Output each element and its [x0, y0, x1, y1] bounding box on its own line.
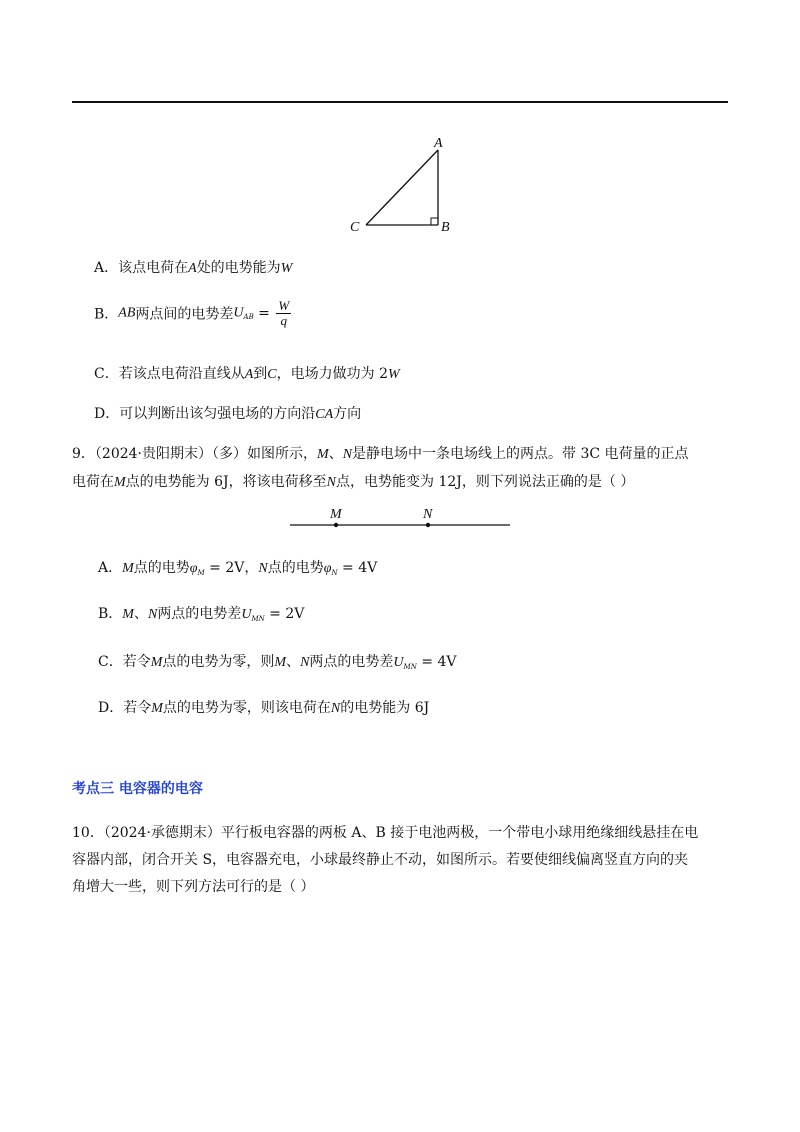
q10-stem-line1: [72, 822, 698, 842]
right-angle-mark: [431, 218, 438, 225]
q9-option-c: [98, 651, 456, 671]
value: = 4V: [337, 560, 378, 576]
var-a: A: [244, 367, 254, 382]
var-m: M: [122, 561, 134, 576]
var-w: W: [280, 261, 293, 276]
symbol-u: U: [241, 607, 252, 622]
subscript-mn: MN: [403, 663, 417, 671]
question-number: 9．: [72, 446, 95, 462]
header-rule: [72, 101, 728, 103]
option-letter: B．: [94, 306, 119, 323]
separator: 、: [133, 606, 148, 622]
var-m: M: [151, 701, 163, 716]
option-letter: D．: [98, 700, 124, 716]
option-text: 若令: [123, 700, 152, 716]
separator: 、: [286, 654, 301, 670]
option-text: 若该点电荷沿直线从: [118, 366, 245, 382]
option-text: 两点间的电势差: [135, 306, 234, 323]
question-text: （2024·承德期末）平行板电容器的两板 A、B 接于电池两极，一个带电小球用绝缘细线悬挂在电: [103, 825, 699, 841]
option-text: 处的电势能为: [196, 260, 281, 276]
question-source: （2024·贵阳期末）（多）如图所示，: [94, 446, 318, 462]
var-n: N: [326, 475, 336, 490]
symbol-phi: φ: [189, 561, 198, 576]
var-n: N: [147, 607, 158, 622]
option-text: 该点电荷在: [118, 260, 189, 276]
symbol-u: U: [233, 305, 244, 321]
point-n: [426, 523, 430, 527]
q8-option-b: [94, 299, 291, 328]
value: = 2V: [264, 606, 305, 622]
value: = 4V: [416, 654, 457, 670]
option-letter: A．: [94, 260, 119, 276]
q8-option-c: [94, 363, 400, 383]
fraction-denominator: q: [280, 313, 288, 328]
option-text: 点的电势为零，则: [162, 654, 275, 670]
vertex-label-a: A: [434, 136, 443, 151]
fraction-w-over-q: [276, 299, 291, 328]
var-m: M: [150, 655, 163, 670]
q9-stem-line1: [72, 443, 689, 463]
option-letter: B．: [98, 606, 123, 622]
option-text: 点的电势: [267, 560, 324, 576]
option-letter: C．: [98, 654, 123, 670]
fraction-numerator: W: [278, 298, 290, 313]
subscript-ab: AB: [243, 312, 254, 321]
equals-sign: =: [253, 305, 275, 322]
option-letter: A．: [98, 560, 123, 576]
option-text: 若令: [122, 654, 151, 670]
var-a: A: [188, 261, 197, 276]
option-text: 方向: [333, 406, 362, 422]
option-text: 两点的电势差: [157, 606, 242, 622]
option-text: ，电场力做功为 2: [276, 366, 388, 382]
var-c: C: [267, 367, 277, 382]
q8-option-d: [94, 403, 361, 423]
option-letter: D．: [94, 406, 120, 422]
var-ab: AB: [118, 305, 136, 321]
var-m: M: [122, 607, 134, 622]
var-n: N: [342, 447, 353, 462]
option-text: 可以判断出该匀强电场的方向沿: [119, 406, 316, 422]
var-m: M: [317, 447, 329, 462]
subscript-m: M: [197, 569, 205, 577]
option-text: 点的电势为零，则该电荷在: [162, 700, 331, 716]
q10-stem-line3: 角增大一些，则下列方法可行的是（ ）: [72, 879, 315, 895]
var-w: W: [387, 367, 400, 382]
var-m: M: [274, 655, 287, 670]
question-number: 10．: [72, 825, 104, 841]
triangle-figure: [340, 130, 470, 240]
symbol-u: U: [393, 655, 404, 670]
section-heading: 考点三 电容器的电容: [72, 781, 203, 797]
q10-stem-line2: 容器内部，闭合开关 S，电容器充电，小球最终静止不动，如图所示。若要使细线偏离竖直方向的夹: [72, 852, 689, 868]
question-text: 点，电势能变为 12J，则下列说法正确的是（ ）: [336, 474, 635, 490]
point-label-n: N: [423, 507, 433, 522]
option-text: 点的电势: [133, 560, 190, 576]
var-n: N: [258, 561, 268, 576]
option-text: 的电势能为 6J: [340, 700, 430, 716]
question-text: 是静电场中一条电场线上的两点。带 3C 电荷量的正点: [352, 446, 689, 462]
q8-option-a: [94, 257, 292, 277]
var-n: N: [330, 701, 341, 716]
subscript-mn: MN: [251, 615, 265, 623]
q9-option-d: [98, 697, 429, 717]
option-text: 到: [253, 366, 268, 382]
separator: 、: [328, 446, 343, 462]
field-line-figure: [288, 518, 512, 532]
vertex-label-c: C: [350, 220, 360, 235]
point-m: [334, 523, 338, 527]
subscript-n: N: [331, 569, 338, 577]
question-text: 点的电势能为 6J，将该电荷移至: [125, 474, 327, 490]
var-m: M: [114, 475, 126, 490]
symbol-phi: φ: [323, 561, 332, 576]
option-letter: C．: [94, 366, 119, 382]
var-ca: CA: [315, 407, 334, 422]
value: = 2V: [204, 560, 245, 576]
q9-option-a: [98, 557, 377, 577]
q9-option-b: [98, 603, 304, 623]
point-label-m: M: [330, 507, 342, 522]
vertex-label-b: B: [441, 220, 450, 235]
q9-stem-line2: [72, 471, 634, 491]
triangle-side-ca: [366, 150, 438, 225]
var-n: N: [300, 655, 310, 670]
comma: ，: [244, 560, 259, 576]
option-text: 两点的电势差: [309, 654, 394, 670]
question-text: 电荷在: [72, 474, 114, 490]
